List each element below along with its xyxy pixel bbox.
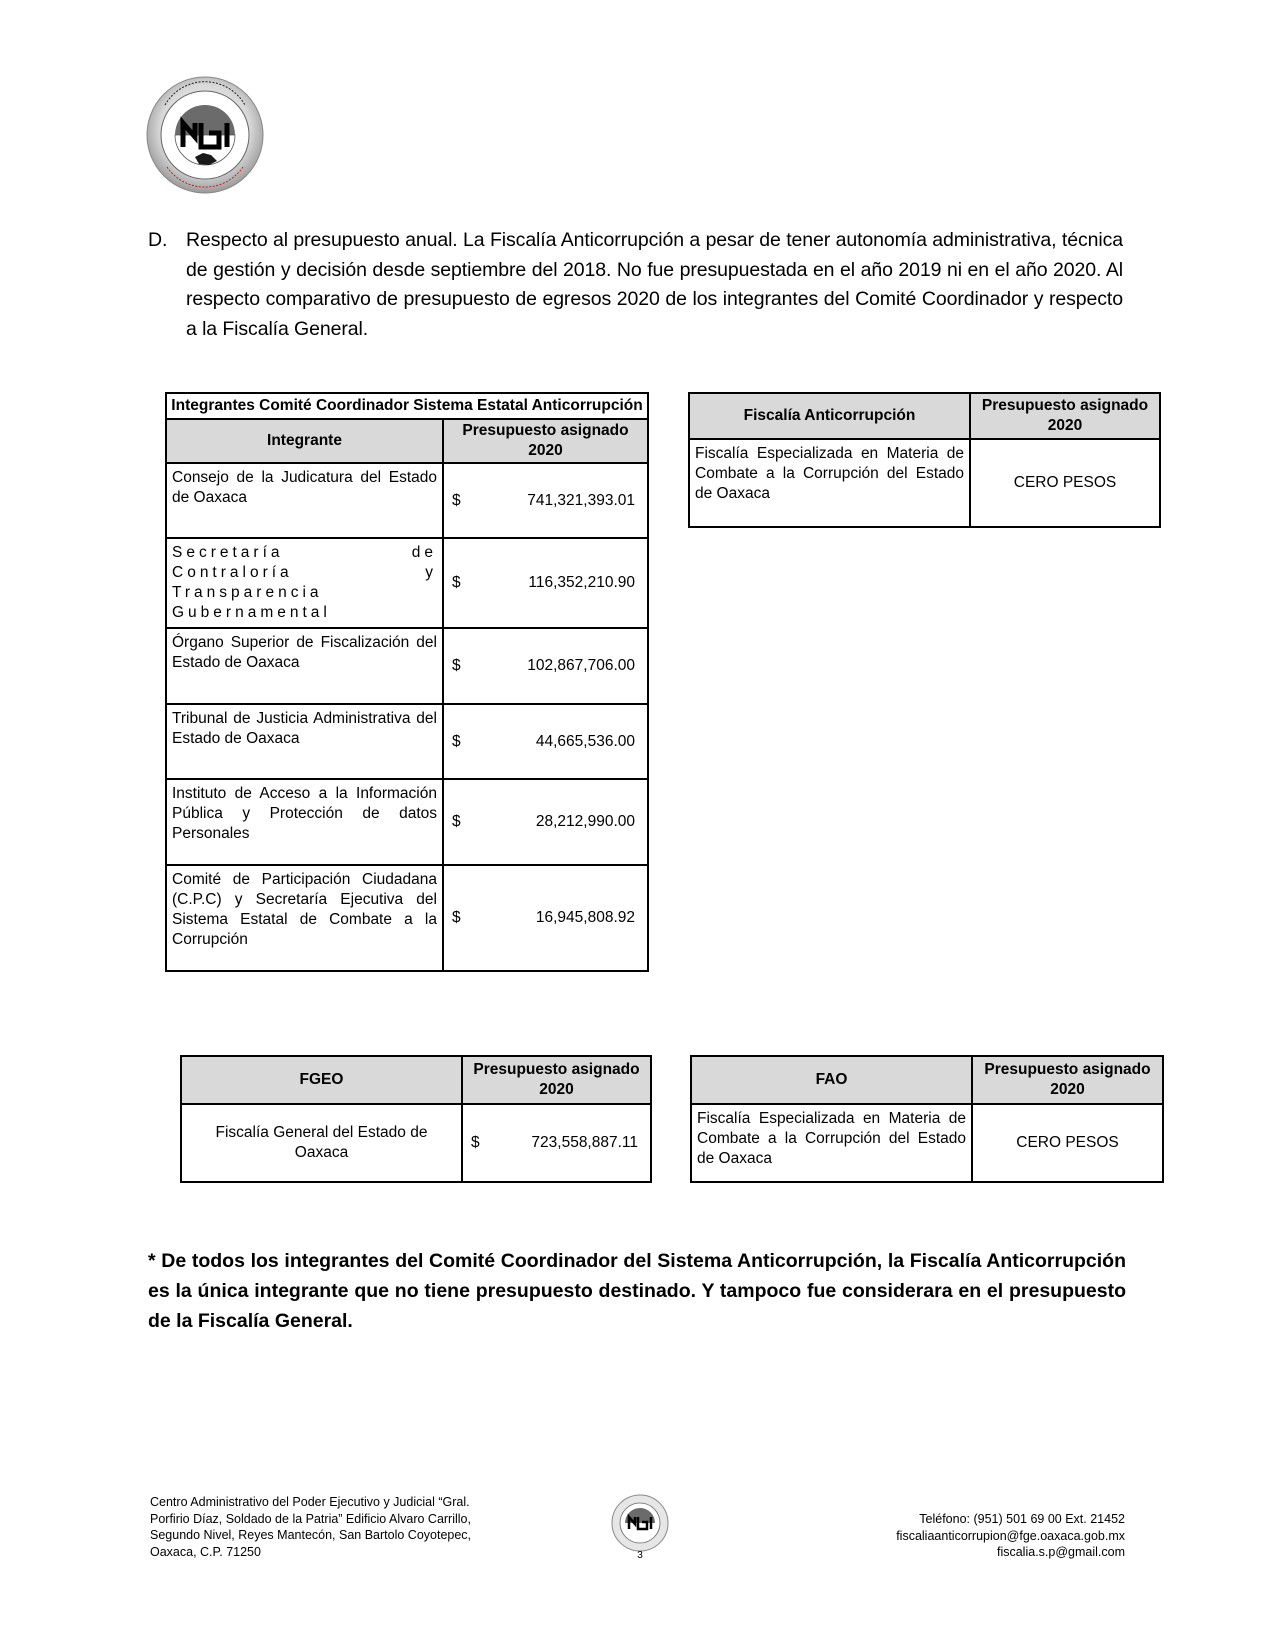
amount-cell: $ 16,945,808.92	[443, 865, 648, 971]
section-d-text: Respecto al presupuesto anual. La Fiscalía Anticorrupción a pesar de tener autonomía administrativa, técnica de gestión y decisión desde septiembre del 2018. No fue presupuestada en el año 2019 ni en el año 2020. Al respecto comparativo de presupuesto de egresos 2020 de los integrantes del Comité Coordinador y respecto a la Fiscalía General.	[186, 229, 1123, 340]
address-line: Porfirio Díaz, Soldado de la Patria” Edificio Alvaro Carrillo,	[150, 1511, 471, 1526]
phone-text: Teléfono: (951) 501 69 00 Ext. 21452	[919, 1512, 1125, 1526]
amount-cell: $ 723,558,887.11	[462, 1104, 651, 1182]
footer-address	[150, 1494, 480, 1560]
table-row	[689, 439, 1160, 527]
amount-cell: $ 102,867,706.00	[443, 628, 648, 704]
footnote-bold: * De todos los integrantes del Comité Coordinador del Sistema Anticorrupción, la Fiscalía Anticorrupción es la única integrante que no tiene presupuesto destinado. Y tampoco fue considerara en el presupuesto de la Fiscalía General.	[148, 1250, 1126, 1332]
section-d-paragraph	[148, 226, 1123, 344]
column-header-fao: FAO	[691, 1056, 972, 1104]
integrante-name: Instituto de Acceso a la Información Pública y Protección de datos Personales	[166, 779, 443, 865]
column-header-integrante: Integrante	[166, 419, 443, 463]
section-letter: D.	[148, 229, 168, 251]
address-line: Centro Administrativo del Poder Ejecutivo y Judicial “Gral.	[150, 1495, 470, 1509]
fgeo-table	[180, 1055, 652, 1183]
column-header-presupuesto: Presupuesto asignado 2020	[443, 419, 648, 463]
budget-value: CERO PESOS	[972, 1104, 1163, 1182]
amount-cell: $ 741,321,393.01	[443, 463, 648, 538]
table-row	[166, 628, 648, 704]
footer-seal-logo	[610, 1493, 670, 1553]
footer-contact	[820, 1511, 1125, 1561]
table-row	[181, 1104, 651, 1182]
comite-coordinador-table	[165, 392, 649, 972]
fiscalia-seal-logo	[145, 75, 265, 195]
table-row	[166, 865, 648, 971]
fiscalia-anticorrupcion-table	[688, 392, 1161, 528]
table-row	[691, 1104, 1163, 1182]
amount-cell: $ 28,212,990.00	[443, 779, 648, 865]
table-row	[166, 463, 648, 538]
page-number: 3	[637, 1550, 643, 1561]
fgeo-name: Fiscalía General del Estado de Oaxaca	[181, 1104, 462, 1182]
integrante-name: Consejo de la Judicatura del Estado de Oaxaca	[166, 463, 443, 538]
column-header-presupuesto: Presupuesto asignado 2020	[462, 1056, 651, 1104]
email-link[interactable]: fiscalia.s.p@gmail.com	[996, 1545, 1125, 1559]
amount-cell: $ 44,665,536.00	[443, 704, 648, 779]
table-row	[166, 704, 648, 779]
column-header-presupuesto: Presupuesto asignado 2020	[970, 393, 1160, 439]
table-row	[166, 538, 648, 628]
column-header-fiscalia: Fiscalía Anticorrupción	[689, 393, 970, 439]
email-link[interactable]: fiscaliaanticorrupion@fge.oaxaca.gob.mx	[896, 1528, 1125, 1543]
column-header-fgeo: FGEO	[181, 1056, 462, 1104]
fao-name: Fiscalía Especializada en Materia de Combate a la Corrupción del Estado de Oaxaca	[691, 1104, 972, 1182]
fao-table	[690, 1055, 1164, 1183]
amount-cell: $ 116,352,210.90	[443, 538, 648, 628]
integrante-name: Órgano Superior de Fiscalización del Estado de Oaxaca	[166, 628, 443, 704]
table-title: Integrantes Comité Coordinador Sistema Estatal Anticorrupción	[166, 393, 648, 419]
integrante-name: Secretaría de Contraloría y Transparencia Gubernamental	[166, 538, 443, 628]
column-header-presupuesto: Presupuesto asignado 2020	[972, 1056, 1163, 1104]
budget-value: CERO PESOS	[970, 439, 1160, 527]
table-row	[166, 779, 648, 865]
fiscalia-name: Fiscalía Especializada en Materia de Combate a la Corrupción del Estado de Oaxaca	[689, 439, 970, 527]
integrante-name: Tribunal de Justicia Administrativa del Estado de Oaxaca	[166, 704, 443, 779]
integrante-name: Comité de Participación Ciudadana (C.P.C) y Secretaría Ejecutiva del Sistema Estatal de Combate a la Corrupción	[166, 865, 443, 971]
address-line: Oaxaca, C.P. 71250	[150, 1544, 261, 1559]
address-line: Segundo Nivel, Reyes Mantecón, San Bartolo Coyotepec,	[150, 1528, 472, 1542]
